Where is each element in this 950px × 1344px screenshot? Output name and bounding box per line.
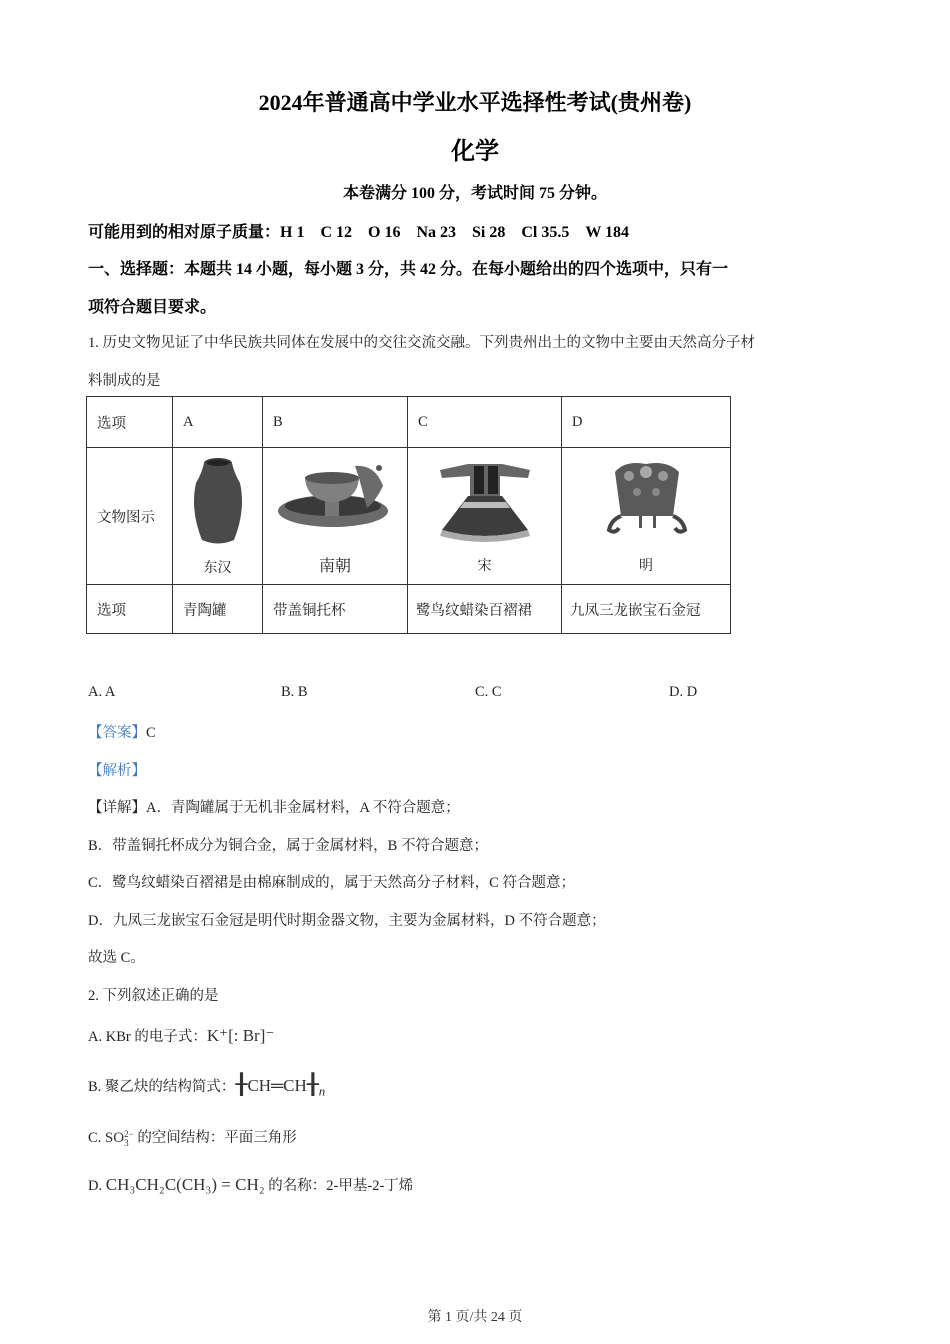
q1-option-d[interactable]: D. D xyxy=(669,684,698,700)
page-footer: 第 1 页/共 24 页 xyxy=(427,1310,523,1325)
sulfite-ion-formula: SO 2− 3 xyxy=(104,1128,134,1148)
answer-value: C xyxy=(146,725,156,741)
table-cell: D xyxy=(562,397,731,448)
q2-option-c-text: C. xyxy=(88,1130,105,1146)
table-cell: 选项 xyxy=(87,585,173,634)
era-label: 明 xyxy=(639,558,653,574)
q2-option-b[interactable] xyxy=(88,1072,325,1097)
alkene-formula: CH₃CH₂C(CH₃) = CH₂ xyxy=(105,1175,265,1194)
table-cell: 青陶罐 xyxy=(173,585,263,634)
artifact-cell-d xyxy=(562,448,731,585)
table-cell: 九凤三龙嵌宝石金冠 xyxy=(562,585,731,634)
q2-option-d-suffix: 的名称：2-甲基-2-丁烯 xyxy=(264,1178,414,1194)
answer-label: 【答案】 xyxy=(88,725,146,741)
detail-line: C．鹭鸟纹蜡染百褶裙是由棉麻制成的，属于天然高分子材料，C 符合题意； xyxy=(88,875,575,891)
detail-line: 【详解】A．青陶罐属于无机非金属材料，A 不符合题意； xyxy=(88,800,460,816)
table-cell: 鹭鸟纹蜡染百褶裙 xyxy=(408,585,562,634)
kbr-electron-formula: K⁺[: Br]⁻ xyxy=(206,1026,275,1045)
bronze-cup-image xyxy=(275,456,395,546)
section-heading-line1: 一、选择题：本题共 14 小题，每小题 3 分，共 42 分。在每小题给出的四个选项中，只有一 xyxy=(88,261,729,278)
q2-option-b-text: B. 聚乙炔的结构简式： xyxy=(88,1079,236,1095)
table-cell: 文物图示 xyxy=(87,448,173,585)
detail-line: 故选 C。 xyxy=(88,950,145,966)
q1-option-c[interactable]: C. C xyxy=(475,684,502,700)
batik-skirt-image xyxy=(430,458,540,548)
q1-stem-line1: 1. 历史文物见证了中华民族共同体在发展中的交往交流交融。下列贵州出土的文物中主要由天然高分子材 xyxy=(88,335,755,351)
q2-option-d-text: D. xyxy=(88,1178,106,1194)
q2-option-d[interactable] xyxy=(88,1174,413,1195)
section-heading-line2: 项符合题目要求。 xyxy=(88,299,217,316)
artifact-cell-a xyxy=(173,448,263,585)
artifact-table xyxy=(86,396,731,634)
artifact-cell-b xyxy=(263,448,408,585)
era-label: 东汉 xyxy=(203,561,232,576)
table-row xyxy=(87,448,731,585)
gold-crown-image xyxy=(601,458,691,548)
table-cell: 带盖铜托杯 xyxy=(263,585,408,634)
q2-option-c[interactable] xyxy=(88,1126,297,1148)
answer-line xyxy=(88,721,156,742)
table-cell: 选项 xyxy=(87,397,173,448)
subject-title: 化学 xyxy=(451,139,499,165)
table-cell: A xyxy=(173,397,263,448)
atomic-masses: 可能用到的相对原子质量：H 1 C 12 O 16 Na 23 Si 28 Cl 35.5 W 184 xyxy=(88,224,630,241)
table-cell: B xyxy=(263,397,408,448)
exam-info: 本卷满分 100 分，考试时间 75 分钟。 xyxy=(342,185,607,202)
q2-option-a-text: A. KBr 的电子式： xyxy=(88,1029,207,1045)
table-row xyxy=(87,585,731,634)
q1-stem-line2: 料制成的是 xyxy=(88,373,161,389)
exam-title: 2024年普通高中学业水平选择性考试(贵州卷) xyxy=(258,90,692,115)
q2-option-c-suffix: 的空间结构：平面三角形 xyxy=(133,1130,297,1146)
detail-line: B．带盖铜托杯成分为铜合金，属于金属材料，B 不符合题意； xyxy=(88,838,488,854)
table-row xyxy=(87,397,731,448)
table-cell: C xyxy=(408,397,562,448)
era-label: 南朝 xyxy=(318,558,351,575)
q2-option-a[interactable] xyxy=(88,1025,274,1046)
era-label: 宋 xyxy=(477,558,492,574)
artifact-cell-c xyxy=(408,448,562,585)
detail-line: D．九凤三龙嵌宝石金冠是明代时期金器文物，主要为金属材料，D 不符合题意； xyxy=(88,913,606,929)
q2-stem: 2. 下列叙述正确的是 xyxy=(88,988,219,1004)
q1-option-a[interactable]: A. A xyxy=(88,684,116,700)
analysis-label: 【解析】 xyxy=(88,763,146,779)
q1-option-b[interactable]: B. B xyxy=(281,684,308,700)
pottery-jar-image xyxy=(188,455,248,550)
polyacetylene-formula: $╂CH═CH╂_n$ xyxy=(235,1074,326,1099)
